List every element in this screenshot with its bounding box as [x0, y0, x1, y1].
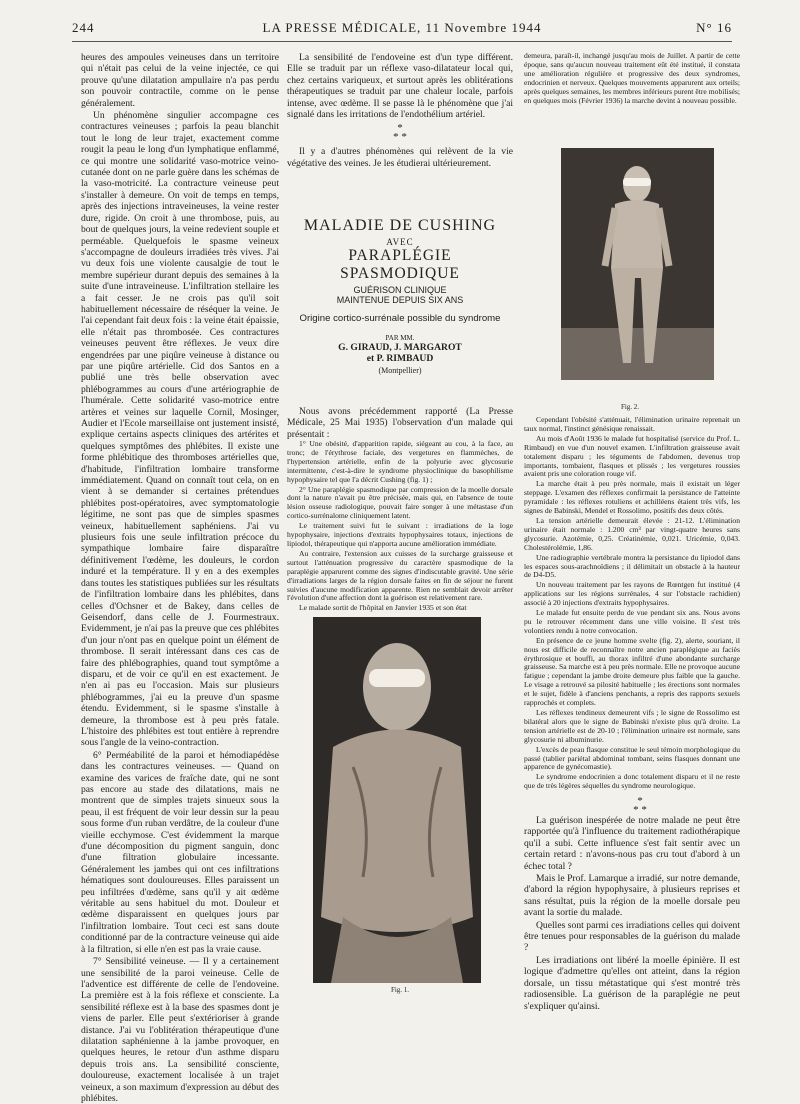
paragraph: Un phénomène singulier accompagne ces contractures veineuses ; parfois la peau blanchit tout le long de leur trajet, exactement comme rougit la peau le long d'un lymphatique enflammé, ce qui montre une solidarité vaso-motrice veino-cutanée dont on ne parle guère dans les schémas de la vaso-motricité. La contracture veineuse peut s'installer à demeure. On voit de temps en temps, après des injections intraveineuses, la veine rester dure, rigide. On croit à une thrombose, puis, au bout de quelques jours, la veine redevient souple et perméable. Quelquefois le spasme veineux s'accompagne de douleurs irradiées très vives. J'ai vu deux fois une violente causalgie de tout le membre supérieur durant depuis des semaines à la suite d'une intraveineuse. L'infiltration stellaire les a fait cesser. Je ne crois pas qu'il soit habituellement nécessaire de réséquer la veine. Je l'ai cependant fait deux fois : la veine était épaissie, elle n'était pas thrombosée. Ces contractures veineuses peuvent être réflexes. Je veux dire engendrées par une piqûre veineuse à distance ou par une piqûre artérielle. Cid dos Santos en a publié une très belle observation avec phlébogrammes au cours d'une artériographie de l'humérale. Cette solidarité vaso-motrice entre artères et veines sur laquelle Cornil, Mosinger, Audier et l'Ecole marseillaise ont justement insisté, explique certains aspects cliniques des artérites et quelques symptômes des phlébites. Il existe une forme phlébitique des thromboses artérielles que, d'habitude, l'infiltration lombaire transforme immédiatement. Quand on connaît tout cela, on en vient à se demander si certaines prétendues phlébites post-opératoires, avec symptomatologie légitime, ne sont pas que de simples spasmes veineux, habituellement saphéniens. J'ai vu plusieurs fois une seule infiltration précoce du sympathique lombaire faire disparaître définitivement l'œdème, les douleurs, le cordon induré et la température. Il y en a des exemples dans toutes les statistiques publiées sur les résultats de l'infiltration lombaire dans les phlébites, dans celles d'Ochsner et de Bakey, dans celles de Geisendorf, dans celle de J. Fourmestraux. Evidemment, je n'ai pas la preuve que ces phlébites d'un jour n'ont pas en quelque point un élément de thrombose. Il serait intéressant dans ces cas de faire des phlébographies, quand tout symptôme a disparu, et de voir ce qu'il en est exactement. Je n'en ai pas eu l'occasion. Mais sur plusieurs phlébogrammes, j'ai eu la preuve d'un spasme étendu. Evidemment, si le spasme s'installe à demeure, la thrombose est à peu près fatale. L'histoire des phlébites est tout entière à reprendre sous l'angle de la veino-contraction. — [81, 110, 279, 749]
paragraph: Le malade fut ensuite perdu de vue pendant six ans. Nous avons pu le retrouver récemment dans une ville voisine. Il s'est très volontiers rendu à notre convocation. — [524, 608, 740, 635]
paragraph: 2° Une paraplégie spasmodique par compression de la moelle dorsale dont la nature n'avait pu être précisée, mais qui, en l'absence de toute lésion osseuse radiologique, pouvait faire songer à une métastase d'un cortico-surrénalome cliniquement latent. — [287, 484, 513, 521]
paragraph: Nous avons précédemment rapporté (La Presse Médicale, 25 Mai 1935) l'observation d'un malade qui présentait : — [287, 406, 513, 440]
issue-number: N° 16 — [696, 20, 732, 35]
paragraph: Le malade sortit de l'hôpital en Janvier 1935 et son état — [299, 603, 467, 613]
figure-caption: Fig. 1. — [390, 986, 410, 994]
photo-illustration — [561, 148, 714, 380]
photo-illustration — [313, 617, 481, 983]
article-origin: Origine cortico-surrénale possible du syndrome — [299, 313, 501, 324]
paragraph: 1° Une obésité, d'apparition rapide, siégeant au cou, à la face, au tronc; de l'érythrose faciale, des vergetures en flammèches, de l'hypertension artérielle, enfin de la polyurie avec glycosurie intermittente, c'est-à-dire le syndrome physioclinique du basophilisme hypophysaire tel que l'a décrit Cushing (fig. 1) ; — [287, 439, 513, 484]
paragraph: 7° Sensibilité veineuse. — Il y a certainement une sensibilité de la paroi veineuse. Celle de l'adventice est différente de celle de l'endoveine. La première est à la fois réflexe et consciente. La sensibilité réflexe est à la base des spasmes dont je viens de parler. Elle peut s'extérioriser à grande distance. J'ai vu l'oblitération thérapeutique d'une dilatation saphénienne à la jambe provoquer, en quelques heures, le retour d'un asthme disparu depuis trois ans. La sensibilité consciente, douloureuse, exactement localisée à un trajet veineux, a son maximum d'expression au début des phlébites. — [81, 956, 279, 1104]
column-middle — [287, 52, 513, 202]
authors: et P. RIMBAUD — [366, 353, 434, 364]
paragraph: 6° Perméabilité de la paroi et hémodiapédèse dans les contractures veineuses. — Quand on examine des varices de fraîche date, qui ne sont pas encore au stade des dilatations, mais ne montrent que de simples trajets sinueux sous la peau, il est fréquent de voir leur dessin sur la peau sous forme d'un ruban verdâtre, de la couleur d'une vieille ecchymose. C'est évidemment la marque d'une décomposition du pigment sanguin, donc d'une filtration globulaire incessante. Généralement les jambes qui ont ces infiltrations hématiques sont douloureuses. Elles paraissent un peu infiltrées d'œdème, sans qu'il y ait œdème véritable au sens habituel du mot. Douleur et œdème disparaissent en quelques jours par l'infiltration lombaire. Tout ceci est sans doute conditionné par de la contracture veineuse qui aide à la filtration, si elle n'en est pas la vraie cause. — [81, 749, 279, 955]
patient-photo-fig1 — [313, 617, 481, 983]
section-separator: * * * — [393, 122, 407, 144]
paragraph: demeura, paraît-il, inchangé jusqu'au mois de Juillet. A partir de cette époque, sans qu'aucun nouveau traitement eût été institué, il constata une amélioration régulière et progressive des deux syndromes, endocrinien et nerveux. Quelques mouvements apparurent aux orteils; après quelques semaines, les membres inférieurs purent être mobilisés; en quelques mois (Février 1936) la marche devint à nouveau possible. — [524, 51, 740, 105]
column-right-bottom — [524, 815, 740, 1012]
author-city: (Montpellier) — [378, 366, 422, 375]
paragraph: heures des ampoules veineuses dans un territoire qui n'était pas celui de la veine injectée, ce qui prouve qu'une dilatation ampullaire n'a pas perdu son pouvoir contractile, comme on le pense généralement. — [81, 52, 279, 109]
column-right-top — [524, 52, 740, 112]
paragraph: Les irradiations ont libéré la moelle épinière. Il est logique d'admettre qu'elles ont atteint, dans la région dorsale, un tissu métastatique qui s'est montré très radiosensible. La guérison de la paraplégie ne peut s'expliquer qu'ainsi. — [524, 954, 740, 1012]
paragraph: La guérison inespérée de notre malade ne peut être rapportée qu'à l'influence du traitement radiothérapique qu'il a subi. Cette influence s'est fait sentir avec un certain retard : n'avons-nous pas cru tout d'abord à un échec total ? — [524, 815, 740, 872]
article-subtitle: MAINTENUE DEPUIS SIX ANS — [336, 295, 464, 305]
page-number: 244 — [72, 20, 95, 35]
paragraph: Le syndrome endocrinien a donc totalement disparu et il ne reste que de très légères séquelles du syndrome neurologique. — [524, 772, 740, 791]
article-subtitle: GUÉRISON CLINIQUE — [353, 285, 447, 295]
paragraph: L'excès de peau flasque constitue le seul témoin morphologique du passé (tablier pariétal abdominal tombant, seins flasques donnant une apparence de gynécomastie). — [524, 744, 740, 772]
journal-title: LA PRESSE MÉDICALE, 11 Novembre 1944 — [262, 20, 542, 35]
article-title-block — [287, 217, 513, 375]
case-summary — [287, 439, 513, 613]
paragraph: En présence de ce jeune homme svelte (fig. 2), alerte, souriant, il nous est difficile de reconnaître notre ancien paraplégique au faciès érythrosique et bouffi, au thorax infiltré d'une abondante surcharge graisseuse. Sa marche est à peu près normale. Elle ne provoque aucune fatigue ; cependant la jambe droite demeure plus faible que la gauche. Le visage a retrouvé sa pilosité habituelle ; les érections sont normales et le sujet, fidèle à d'anciens penchants, a repris des rapports sexuels rapprochés et complets. — [524, 635, 740, 708]
paragraph: Il y a d'autres phénomènes qui relèvent de la vie végétative des veines. Je les étudierai ultérieurement. — [287, 146, 513, 169]
header-rule — [72, 41, 732, 42]
paragraph: La marche était à peu près normale, mais il existait un léger steppage. L'examen des réflexes confirmait la persistance de l'atteinte pyramidale : les réflexes rotuliens et achilléens étaient très vifs, les signes de Babinski, Mendel et Rossolimo, positifs des deux côtés. — [524, 479, 740, 516]
paragraph: Un nouveau traitement par les rayons de Rœntgen fut institué (4 applications sur les régions surrénales, 4 sur l'obstacle rachidien) associé à 20 injections d'extraits hypophysaires. — [524, 580, 740, 608]
paragraph: Au mois d'Août 1936 le malade fut hospitalisé (service du Prof. L. Rimbaud) en vue d'un nouvel examen. L'infiltration graisseuse avait totalement disparu ; les téguments de l'abdomen, devenus trop importants, tombaient, flasques et plissés ; les vergetures roussies avaient pris une coloration rouge vif. — [524, 433, 740, 479]
paragraph: Au contraire, l'extension aux cuisses de la surcharge graisseuse et surtout l'atténuation progressive du caractère spasmodique de la paraplégie apparurent comme des signes d'indiscutable gravité. Une série d'irradiations larges de la région dorsale faites en fin de séjour ne furent suivies d'aucune modification apparente. Rien ne semblait devoir arrêter l'évolution d'une affection dont la guérison est relativement rare. — [287, 548, 513, 603]
paragraph: Quelles sont parmi ces irradiations celles qui doivent être tenues pour responsables de la guérison du malade ? — [524, 919, 740, 954]
figure-caption: Fig. 2. — [620, 403, 640, 411]
authors: G. GIRAUD, J. MARGAROT — [338, 342, 462, 353]
column-right-middle — [524, 415, 740, 791]
paragraph: Les réflexes tendineux demeurent vifs ; le signe de Rossolimo est bilatéral alors que le signe de Babinski n'existe plus qu'à droite. La tension artérielle est de 20-10 ; l'élimination urinaire est normale, sans glycosurie ni albuminurie. — [524, 708, 740, 744]
paragraph: La sensibilité de l'endoveine est d'un type différent. Elle se traduit par un réflexe vaso-dilatateur local qui, chez certains variqueux, et surtout après les oblitérations thérapeutiques se traduit par une chaleur locale, parfois intense, avec œdème. Il se passe là le phénomène que j'ai signalé dans les irritations de l'endothélium artériel. — [287, 52, 513, 121]
byline-prefix: PAR MM. — [385, 334, 415, 342]
column-left — [81, 52, 279, 1104]
section-separator: * * * — [633, 795, 647, 816]
article-title: MALADIE DE CUSHING — [303, 217, 497, 234]
paragraph: Le traitement suivi fut le suivant : irradiations de la loge hypophysaire, injections d'extraits hypophysaires totaux, injections de lipiodol, thérapeutique qui n'apporta aucune amélioration immédiate. — [287, 521, 513, 548]
article-title-secondary: PARAPLÉGIE SPASMODIQUE — [340, 247, 460, 282]
paragraph: Mais le Prof. Lamarque a irradié, sur notre demande, d'abord la région hypophysaire, à plusieurs reprises et sans résultat, puis la région de la moelle dorsale peu avant la sortie du malade. — [524, 873, 740, 919]
page-header — [72, 18, 732, 38]
paragraph: Cependant l'obésité s'atténuait, l'élimination urinaire reprenait un taux normal, l'instinct génésique renaissait. — [524, 415, 740, 433]
patient-photo-fig2 — [561, 148, 714, 380]
paragraph: Une radiographie vertébrale montra la persistance du lipiodol dans les espaces sous-arachnoïdiens ; il délimitait un obstacle à la hauteur de D4-D5. — [524, 552, 740, 580]
paragraph: La tension artérielle demeurait élevée : 21-12. L'élimination urinaire était normale : 1.200 cm³ par vingt-quatre heures sans glycosurie. Azotémie, 0,25. Créatinémie, 0,021. Uricémie, 0,043. Cholestérolémie, 1,86. — [524, 515, 740, 552]
article-title-connector: AVEC — [386, 237, 414, 247]
